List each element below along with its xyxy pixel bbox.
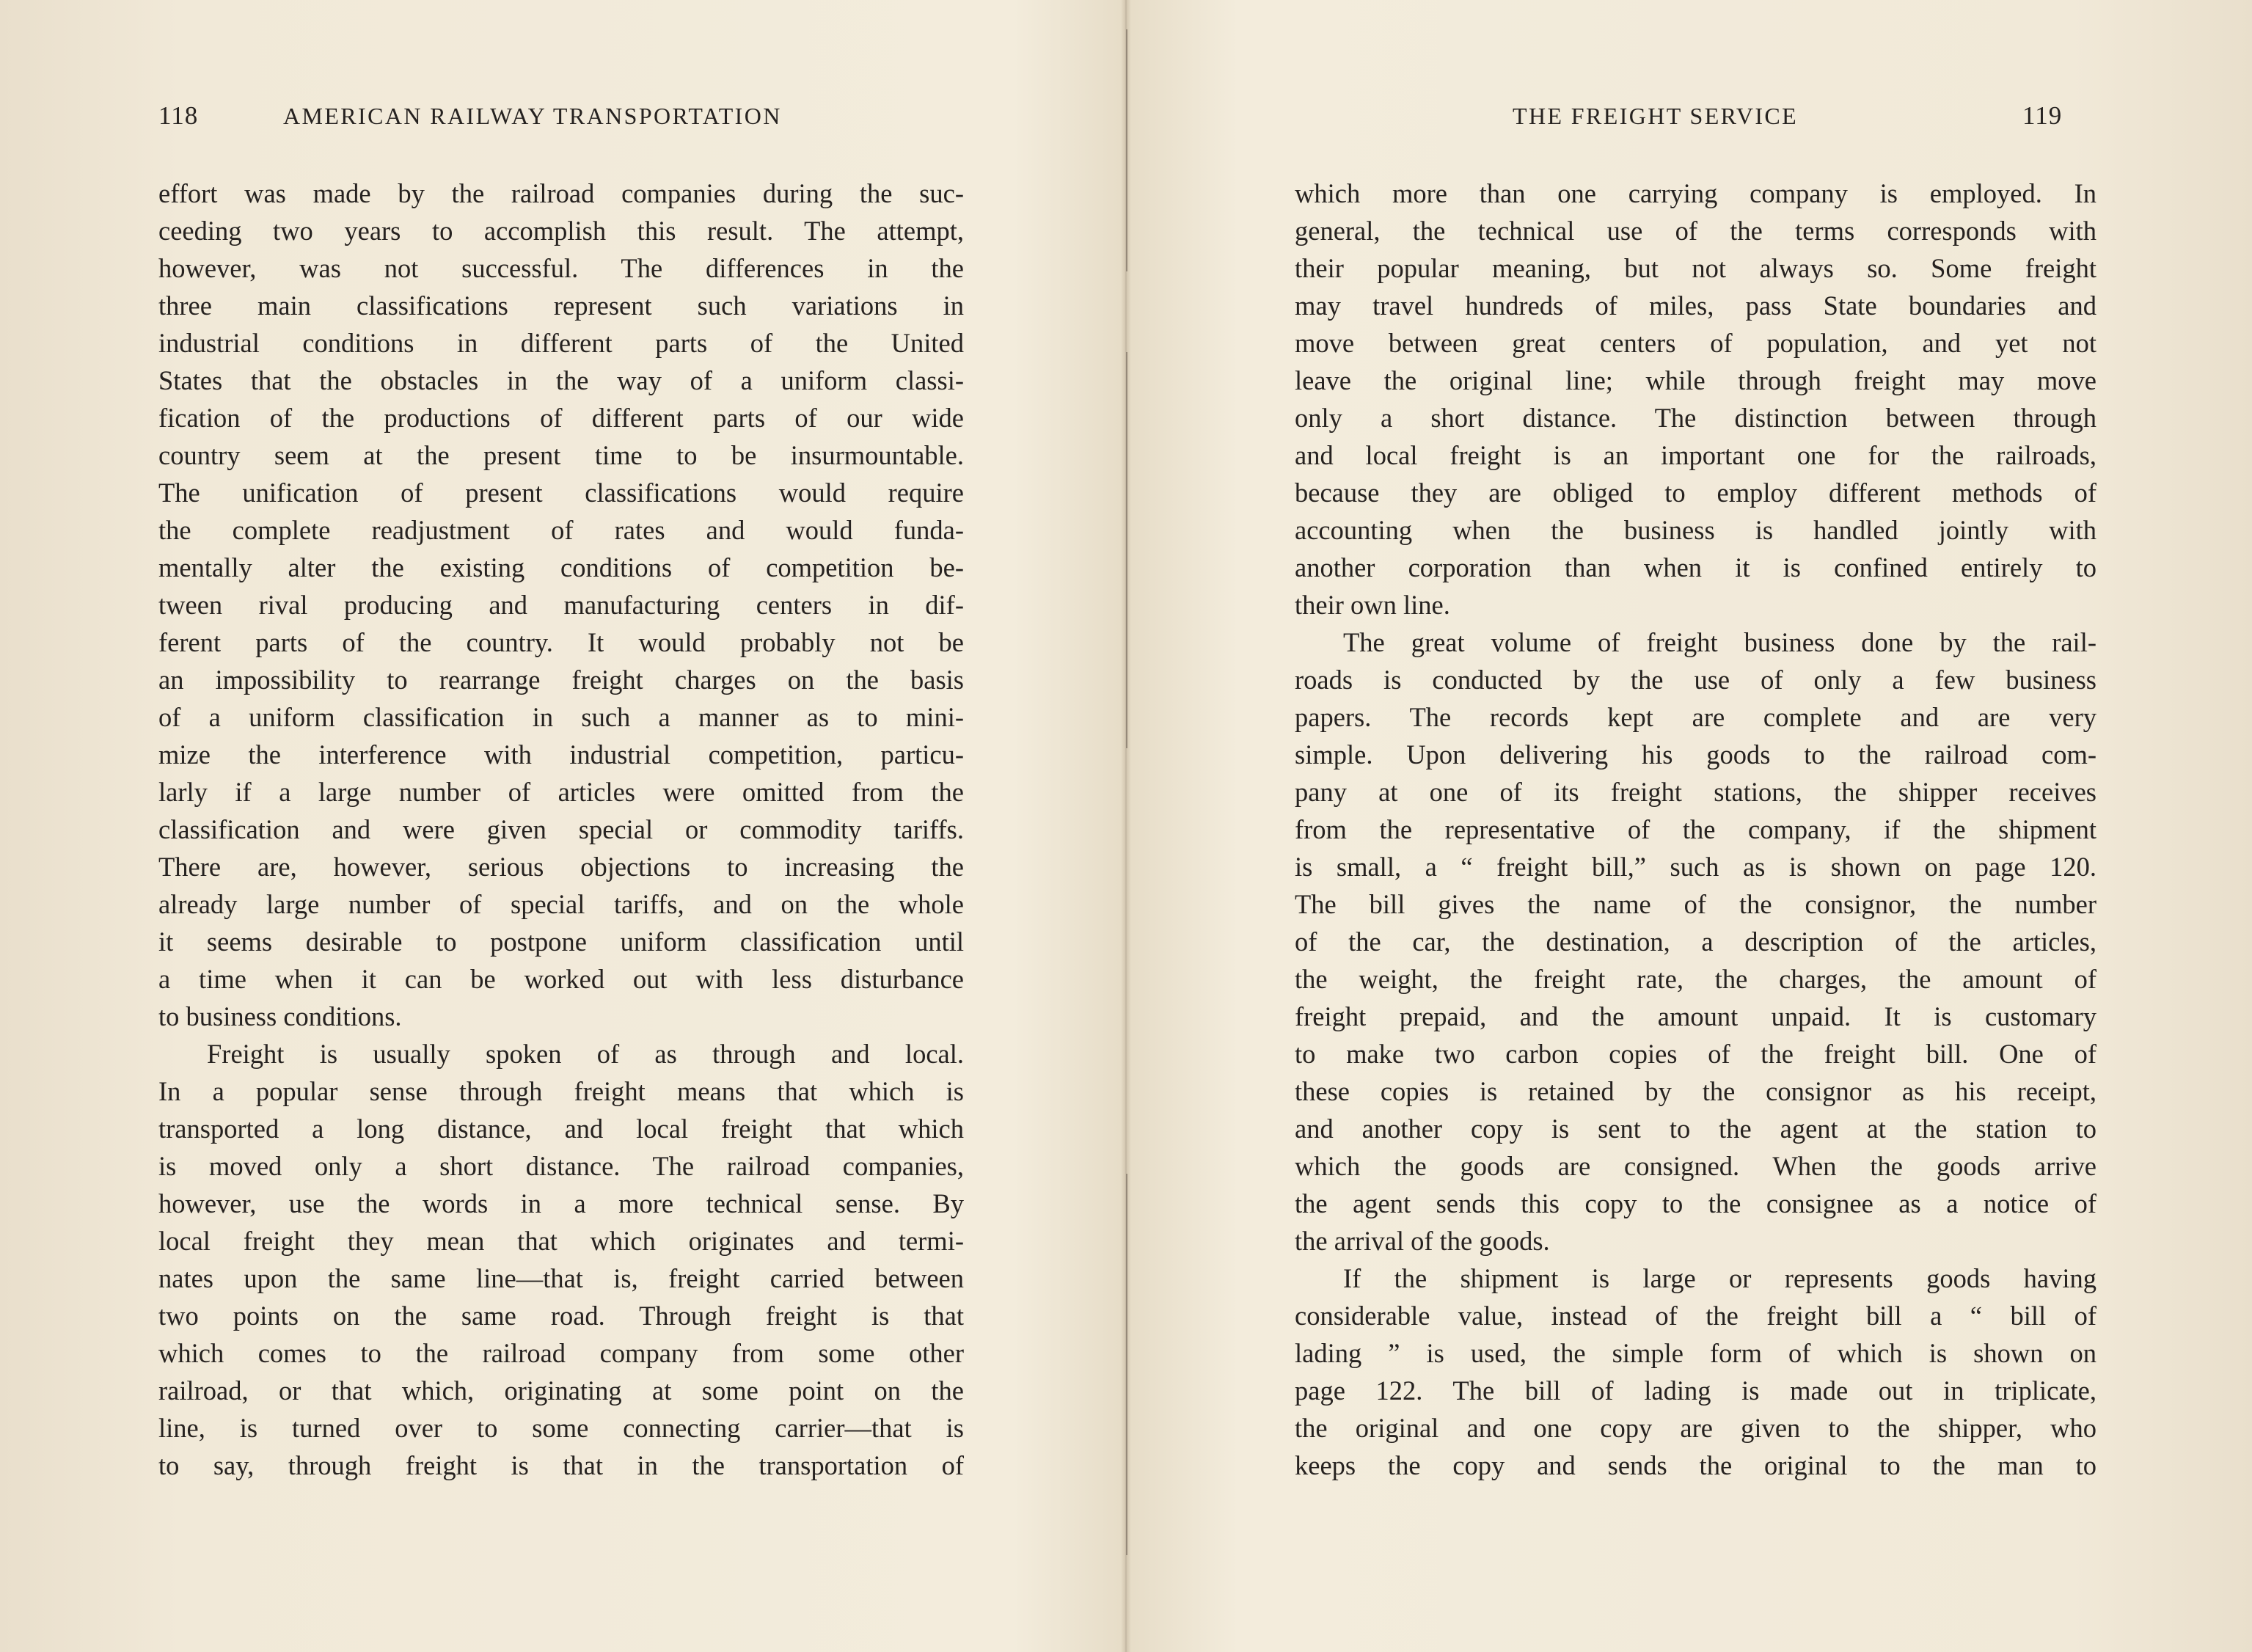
text-line: papers. The records kept are complete and are very xyxy=(1295,702,2096,732)
text-line: classification and were given special or commodity tariffs. xyxy=(158,814,964,844)
text-line: mentally alter the existing conditions of competition be- xyxy=(158,552,964,582)
text-line: these copies is retained by the consignor as his receipt, xyxy=(1295,1076,2096,1106)
text-line: an impossibility to rearrange freight charges on the basis xyxy=(158,665,964,695)
text-line: which more than one carrying company is employed. In xyxy=(1295,178,2096,208)
left-body-text xyxy=(158,175,964,1484)
text-line: There are, however, serious objections to increasing the xyxy=(158,852,964,882)
text-line: and local freight is an important one for the railroads, xyxy=(1295,440,2096,470)
right-body-text xyxy=(1295,175,2096,1484)
text-line: country seem at the present time to be insurmountable. xyxy=(158,440,964,470)
text-line: is moved only a short distance. The railroad companies, xyxy=(158,1151,964,1181)
text-line: In a popular sense through freight means that which is xyxy=(158,1076,964,1106)
text-line: roads is conducted by the use of only a few business xyxy=(1295,665,2096,695)
text-line: which the goods are consigned. When the goods arrive xyxy=(1295,1151,2096,1181)
text-line: however, was not successful. The differences in the xyxy=(158,253,964,283)
text-line: simple. Upon delivering his goods to the railroad com- xyxy=(1295,739,2096,770)
left-page xyxy=(0,0,1121,1652)
text-line: tween rival producing and manufacturing centers in dif- xyxy=(158,590,964,620)
text-line: accounting when the business is handled jointly with xyxy=(1295,515,2096,545)
text-line: their own line. xyxy=(1295,590,1450,620)
text-line: keeps the copy and sends the original to the man to xyxy=(1295,1450,2096,1480)
text-line: larly if a large number of articles were omitted from the xyxy=(158,777,964,807)
text-line: the weight, the freight rate, the charges, the amount of xyxy=(1295,964,2096,994)
text-line: leave the original line; while through freight may move xyxy=(1295,365,2096,395)
text-line: from the representative of the company, if the shipment xyxy=(1295,814,2096,844)
text-line: railroad, or that which, originating at some point on the xyxy=(158,1375,964,1406)
right-page xyxy=(1131,0,2252,1652)
text-line: pany at one of its freight stations, the shipper receives xyxy=(1295,777,2096,807)
text-line: Freight is usually spoken of as through and local. xyxy=(207,1039,964,1069)
text-line: line, is turned over to some connecting carrier—that is xyxy=(158,1413,964,1443)
left-page-number: 118 xyxy=(158,101,199,130)
text-line: of a uniform classification in such a manner as to mini- xyxy=(158,702,964,732)
text-line: fication of the productions of different parts of our wide xyxy=(158,403,964,433)
text-line: only a short distance. The distinction between through xyxy=(1295,403,2096,433)
text-line: transported a long distance, and local freight that which xyxy=(158,1114,964,1144)
left-running-head xyxy=(158,101,965,145)
text-line: two points on the same road. Through freight is that xyxy=(158,1301,964,1331)
text-line: three main classifications represent such variations in xyxy=(158,290,964,321)
text-line: general, the technical use of the terms corresponds with xyxy=(1295,216,2096,246)
text-line: already large number of special tariffs, and on the whole xyxy=(158,889,964,919)
text-line: may travel hundreds of miles, pass State boundaries and xyxy=(1295,290,2096,321)
text-line: because they are obliged to employ different methods of xyxy=(1295,478,2096,508)
text-line: The unification of present classifications would require xyxy=(158,478,964,508)
text-line: States that the obstacles in the way of a uniform classi- xyxy=(158,365,964,395)
text-line: the complete readjustment of rates and would funda- xyxy=(158,515,964,545)
text-line: the arrival of the goods. xyxy=(1295,1226,1550,1256)
right-page-number: 119 xyxy=(2022,101,2063,130)
text-line: and another copy is sent to the agent at the station to xyxy=(1295,1114,2096,1144)
text-line: ceeding two years to accomplish this result. The attempt, xyxy=(158,216,964,246)
text-line: lading ” is used, the simple form of which is shown on xyxy=(1295,1338,2096,1368)
text-line: to business conditions. xyxy=(158,1001,402,1031)
text-line: a time when it can be worked out with less disturbance xyxy=(158,964,964,994)
text-line: however, use the words in a more technical sense. By xyxy=(158,1188,964,1218)
gutter-crease-lower xyxy=(1126,1174,1127,1555)
text-line: nates upon the same line—that is, freight carried between xyxy=(158,1263,964,1293)
text-line: move between great centers of population, and yet not xyxy=(1295,328,2096,358)
right-running-head xyxy=(1289,101,2096,145)
text-line: another corporation than when it is confined entirely to xyxy=(1295,552,2096,582)
text-line: to say, through freight is that in the transportation of xyxy=(158,1450,964,1480)
gutter-crease-upper xyxy=(1126,29,1127,271)
text-line: is small, a “ freight bill,” such as is shown on page 120. xyxy=(1295,852,2096,882)
text-line: effort was made by the railroad companies during the suc- xyxy=(158,178,964,208)
right-running-title: THE FREIGHT SERVICE xyxy=(1513,103,1799,129)
gutter-crease-middle xyxy=(1126,352,1127,748)
text-line: the agent sends this copy to the consignee as a notice of xyxy=(1295,1188,2096,1218)
text-line: to make two carbon copies of the freight bill. One of xyxy=(1295,1039,2096,1069)
text-line: the original and one copy are given to the shipper, who xyxy=(1295,1413,2096,1443)
text-line: page 122. The bill of lading is made out in triplicate, xyxy=(1295,1375,2096,1406)
text-line: The great volume of freight business done by the rail- xyxy=(1343,627,2096,657)
text-line: local freight they mean that which originates and termi- xyxy=(158,1226,964,1256)
text-line: industrial conditions in different parts of the United xyxy=(158,328,964,358)
text-line: their popular meaning, but not always so. Some freight xyxy=(1295,253,2096,283)
text-line: If the shipment is large or represents goods having xyxy=(1343,1263,2096,1293)
text-line: which comes to the railroad company from some other xyxy=(158,1338,964,1368)
text-line: considerable value, instead of the freight bill a “ bill of xyxy=(1295,1301,2096,1331)
text-line: ferent parts of the country. It would probably not be xyxy=(158,627,964,657)
left-running-title: AMERICAN RAILWAY TRANSPORTATION xyxy=(283,103,782,129)
text-line: it seems desirable to postpone uniform classification until xyxy=(158,926,964,957)
text-line: of the car, the destination, a description of the articles, xyxy=(1295,926,2096,957)
text-line: freight prepaid, and the amount unpaid. It is customary xyxy=(1295,1001,2096,1031)
text-line: mize the interference with industrial competition, particu- xyxy=(158,739,964,770)
text-line: The bill gives the name of the consignor, the number xyxy=(1295,889,2096,919)
